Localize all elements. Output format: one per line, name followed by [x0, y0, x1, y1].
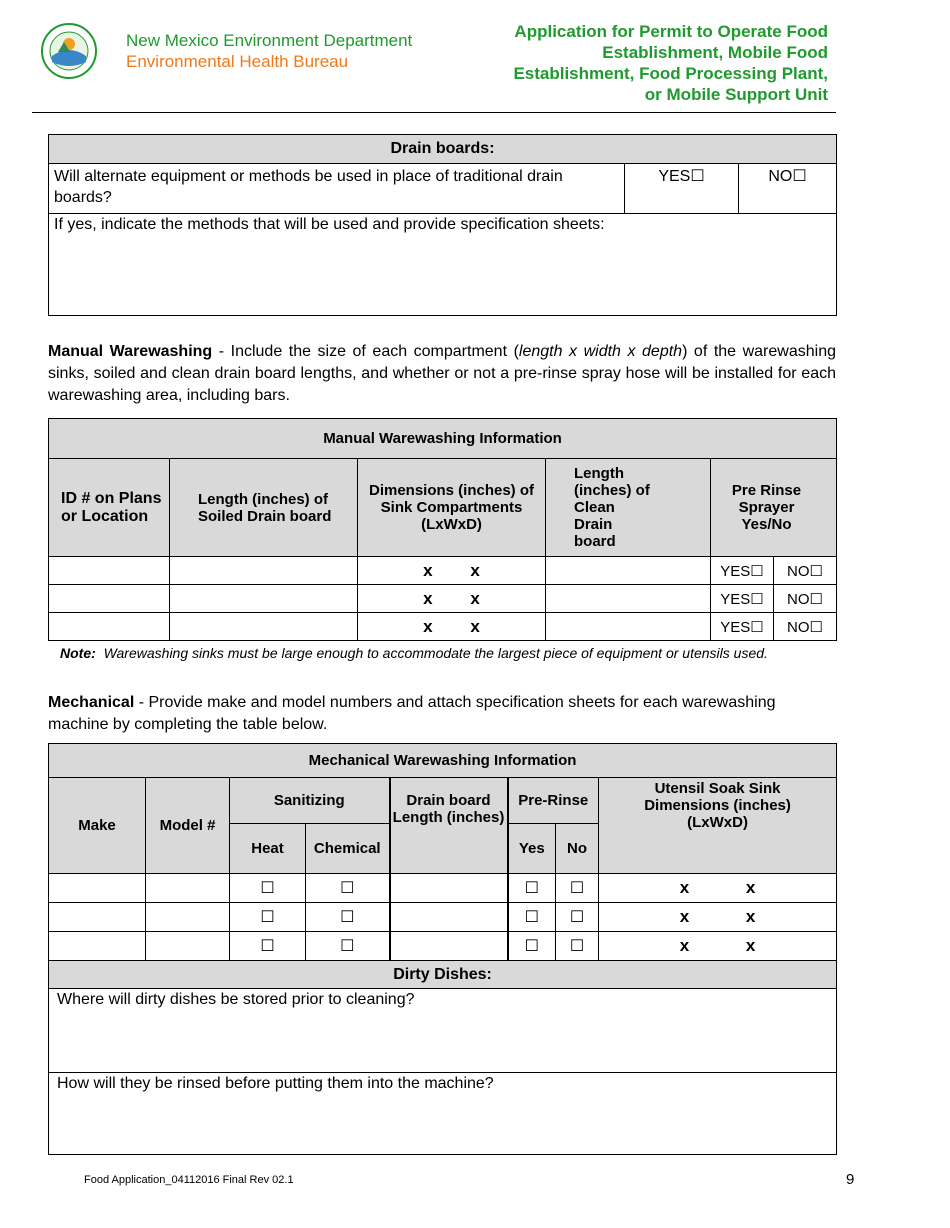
id-cell[interactable] — [49, 613, 170, 641]
mech-yes-checkbox[interactable]: ☐ — [508, 874, 556, 903]
col-header-make: Make — [49, 778, 146, 874]
col-header-clean-drain: Length (inches) of Clean Drain board — [546, 459, 711, 557]
make-cell[interactable] — [49, 903, 146, 932]
mech-yes-checkbox[interactable]: ☐ — [508, 903, 556, 932]
soak-dims-cell[interactable]: x x — [599, 932, 837, 961]
pre-rinse-no-checkbox[interactable]: NO☐ — [774, 585, 837, 613]
table-row — [49, 613, 837, 641]
header-divider — [32, 112, 836, 113]
drain-boards-yes-checkbox[interactable]: YES☐ — [625, 164, 739, 214]
model-cell[interactable] — [146, 874, 230, 903]
title-line: Establishment, Food Processing Plant, — [513, 64, 828, 83]
chemical-checkbox[interactable]: ☐ — [306, 903, 390, 932]
soiled-drain-cell[interactable] — [170, 557, 358, 585]
soiled-drain-cell[interactable] — [170, 613, 358, 641]
soak-dims-cell[interactable]: x x — [599, 903, 837, 932]
heat-checkbox[interactable]: ☐ — [230, 932, 306, 961]
dirty-dishes-q2: How will they be rinsed before putting them into the machine? — [57, 1075, 494, 1092]
table-row — [49, 932, 837, 961]
table-row — [49, 903, 837, 932]
sink-dims-cell[interactable]: x x — [358, 613, 546, 641]
mech-no-checkbox[interactable]: ☐ — [556, 903, 599, 932]
drain-boards-methods-field[interactable] — [49, 214, 837, 316]
note-label: Note: — [60, 645, 96, 661]
mechanical-table-title: Mechanical Warewashing Information — [49, 744, 837, 778]
nmed-seal-logo — [40, 22, 98, 80]
make-cell[interactable] — [49, 874, 146, 903]
manual-intro-a: - Include the size of each compartment ( — [212, 343, 519, 360]
drain-length-cell[interactable] — [390, 932, 508, 961]
page-number: 9 — [846, 1171, 855, 1188]
mechanical-intro — [48, 692, 836, 736]
sink-dims-cell[interactable]: x x — [358, 557, 546, 585]
title-line: Application for Permit to Operate Food — [514, 22, 828, 41]
pre-rinse-no-checkbox[interactable]: NO☐ — [774, 557, 837, 585]
warewashing-note — [60, 645, 768, 661]
title-line: Establishment, Mobile Food — [602, 43, 828, 62]
col-header-soiled-drain: Length (inches) of Soiled Drain board — [170, 459, 358, 557]
dirty-dishes-title: Dirty Dishes: — [49, 961, 837, 989]
model-cell[interactable] — [146, 932, 230, 961]
manual-warewashing-intro — [48, 341, 836, 407]
manual-intro-b: ) of the warewashing sinks, soiled and clean drain board lengths, and whether or not a pre-rinse spray hose will be installed for each warewashing area, including bars. — [48, 343, 836, 404]
make-cell[interactable] — [49, 932, 146, 961]
heat-checkbox[interactable]: ☐ — [230, 874, 306, 903]
soak-dims-cell[interactable]: x x — [599, 874, 837, 903]
sink-dims-cell[interactable]: x x — [358, 585, 546, 613]
soiled-drain-cell[interactable] — [170, 585, 358, 613]
mech-no-checkbox[interactable]: ☐ — [556, 874, 599, 903]
pre-rinse-yes-checkbox[interactable]: YES☐ — [711, 557, 774, 585]
drain-boards-title: Drain boards: — [49, 135, 837, 164]
mechanical-warewashing-table — [48, 743, 837, 1155]
department-name: New Mexico Environment Department — [126, 31, 413, 50]
col-header-model: Model # — [146, 778, 230, 874]
col-header-pre-rinse: Pre Rinse Sprayer Yes/No — [711, 459, 837, 557]
col-header-chemical: Chemical — [306, 824, 390, 874]
form-title — [448, 21, 828, 105]
pre-rinse-yes-checkbox[interactable]: YES☐ — [711, 585, 774, 613]
title-line: or Mobile Support Unit — [644, 85, 828, 104]
drain-boards-no-checkbox[interactable]: NO☐ — [739, 164, 837, 214]
dirty-dishes-rinse-field[interactable] — [49, 1073, 837, 1155]
heat-checkbox[interactable]: ☐ — [230, 903, 306, 932]
table-row — [49, 874, 837, 903]
col-header-mech-pre-rinse: Pre-Rinse — [508, 778, 599, 824]
chemical-checkbox[interactable]: ☐ — [306, 874, 390, 903]
manual-intro-bold: Manual Warewashing — [48, 343, 213, 360]
note-text: Warewashing sinks must be large enough to accommodate the largest piece of equipment or utensils used. — [103, 645, 768, 661]
chemical-checkbox[interactable]: ☐ — [306, 932, 390, 961]
mech-yes-checkbox[interactable]: ☐ — [508, 932, 556, 961]
drain-length-cell[interactable] — [390, 903, 508, 932]
bureau-name: Environmental Health Bureau — [126, 52, 349, 71]
pre-rinse-no-checkbox[interactable]: NO☐ — [774, 613, 837, 641]
col-header-no: No — [556, 824, 599, 874]
drain-boards-question: Will alternate equipment or methods be used in place of traditional drain boards? — [49, 164, 625, 214]
table-row — [49, 557, 837, 585]
col-header-drain-length: Drain board Length (inches) — [390, 778, 508, 874]
id-cell[interactable] — [49, 585, 170, 613]
manual-table-title: Manual Warewashing Information — [49, 419, 837, 459]
col-header-soak-sink: Utensil Soak Sink Dimensions (inches) (LxWxD) — [599, 778, 837, 874]
clean-drain-cell[interactable] — [546, 557, 711, 585]
drain-length-cell[interactable] — [390, 874, 508, 903]
clean-drain-cell[interactable] — [546, 613, 711, 641]
col-header-yes: Yes — [508, 824, 556, 874]
dirty-dishes-storage-field[interactable] — [49, 989, 837, 1073]
drain-boards-table — [48, 134, 837, 316]
model-cell[interactable] — [146, 903, 230, 932]
clean-drain-cell[interactable] — [546, 585, 711, 613]
mechanical-intro-text: - Provide make and model numbers and attach specification sheets for each warewashing machine by completing the table below. — [48, 694, 776, 733]
pre-rinse-yes-checkbox[interactable]: YES☐ — [711, 613, 774, 641]
col-header-sanitizing: Sanitizing — [230, 778, 390, 824]
manual-warewashing-table — [48, 418, 837, 641]
col-header-sink-dims: Dimensions (inches) of Sink Compartments (LxWxD) — [358, 459, 546, 557]
mech-no-checkbox[interactable]: ☐ — [556, 932, 599, 961]
mechanical-intro-bold: Mechanical — [48, 694, 135, 711]
id-cell[interactable] — [49, 557, 170, 585]
col-header-id: ID # on Plans or Location — [49, 459, 170, 557]
drain-boards-followup: If yes, indicate the methods that will be used and provide specification sheets: — [54, 216, 605, 233]
table-row — [49, 585, 837, 613]
manual-intro-italic: length x width x depth — [518, 343, 683, 360]
footer-doc-id: Food Application_04112016 Final Rev 02.1 — [84, 1174, 294, 1186]
col-header-heat: Heat — [230, 824, 306, 874]
dirty-dishes-q1: Where will dirty dishes be stored prior to cleaning? — [57, 991, 415, 1008]
